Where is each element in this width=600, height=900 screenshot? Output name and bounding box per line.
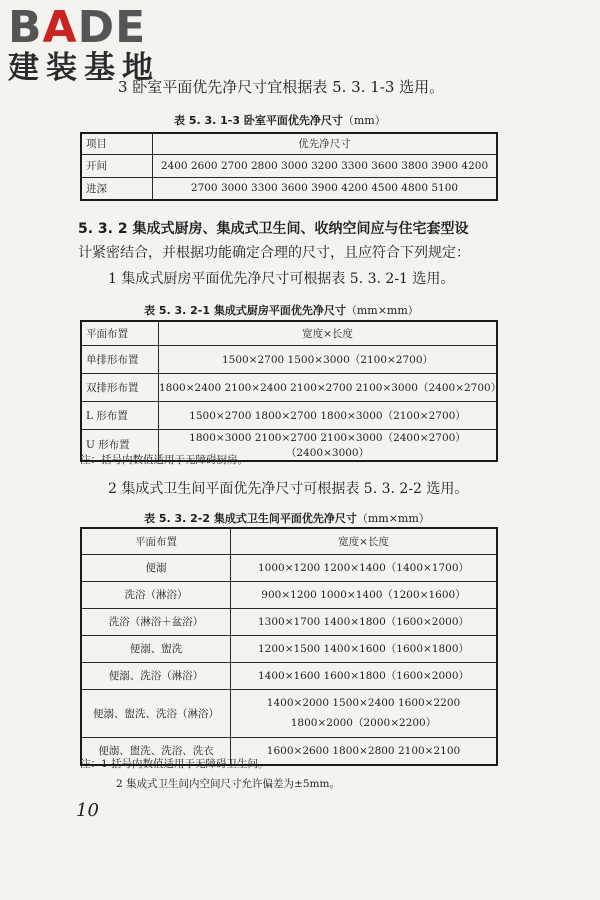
table-row	[81, 554, 497, 581]
table-bedroom-sizes	[80, 132, 498, 201]
logo-brand: BADE	[8, 2, 147, 53]
logo-chinese: 建装基地	[8, 50, 160, 86]
clause-5-3-2-line1: 5. 3. 2 集成式厨房、集成式卫生间、收纳空间应与住宅套型设	[78, 221, 469, 237]
table-row	[81, 662, 497, 689]
header-cell: 宽度×长度	[159, 321, 498, 345]
clause-5-3-2-line2: 计紧密结合，并根据功能确定合理的尺寸，且应符合下列规定：	[78, 245, 470, 261]
table-header-row	[81, 321, 497, 345]
row-label: 单排形布置	[81, 345, 159, 373]
row-value: 1800×3000 2100×2700 2100×3000（2400×2700）（2400×3000）	[159, 429, 498, 461]
table-row	[81, 581, 497, 608]
header-cell: 平面布置	[81, 321, 159, 345]
row-label: 洗浴（淋浴＋盆浴）	[81, 608, 231, 635]
row-label: 洗浴（淋浴）	[81, 581, 231, 608]
table-row	[81, 345, 497, 373]
row-value: 1600×2600 1800×2800 2100×2100	[231, 737, 498, 765]
table-header-row	[81, 528, 497, 554]
row-value: 1500×2700 1800×2700 1800×3000（2100×2700）	[159, 401, 498, 429]
table-header-row	[81, 133, 497, 154]
row-value	[231, 689, 498, 737]
header-cell: 宽度×长度	[231, 528, 498, 554]
row-value: 1000×1200 1200×1400（1400×1700）	[231, 554, 498, 581]
table-row	[81, 401, 497, 429]
header-cell: 项目	[81, 133, 153, 154]
row-value: 1300×1700 1400×1800（1600×2000）	[231, 608, 498, 635]
header-cell: 平面布置	[81, 528, 231, 554]
table-row	[81, 373, 497, 401]
row-label: 进深	[81, 177, 153, 200]
row-label: 便溺、洗浴（淋浴）	[81, 662, 231, 689]
row-label: 开间	[81, 154, 153, 177]
row-value: 1400×1600 1600×1800（1600×2000）	[231, 662, 498, 689]
clause-5-3-2-item2: 2 集成式卫生间平面优先净尺寸可根据表 5. 3. 2-2 选用。	[108, 481, 469, 497]
table-row	[81, 177, 497, 200]
row-label: 双排形布置	[81, 373, 159, 401]
table-bathroom-sizes	[80, 527, 498, 766]
row-value-line: 1800×2000（2000×2200）	[290, 716, 437, 729]
table-row	[81, 154, 497, 177]
row-value: 900×1200 1000×1400（1200×1600）	[231, 581, 498, 608]
row-label: L 形布置	[81, 401, 159, 429]
bath-table-note-1: 注：1 括号内数值适用于无障碍卫生间。	[80, 758, 269, 770]
row-value: 1800×2400 2100×2400 2100×2700 2100×3000（2400×2700）	[159, 373, 498, 401]
table-row	[81, 608, 497, 635]
site-logo	[8, 2, 160, 86]
table-kitchen-sizes	[80, 320, 502, 462]
row-label: 便溺、盥洗、洗浴、洗衣	[81, 737, 231, 765]
clause-5-3-2-item1: 1 集成式厨房平面优先净尺寸可根据表 5. 3. 2-1 选用。	[108, 271, 455, 287]
row-label: 便溺	[81, 554, 231, 581]
row-value: 2400 2600 2700 2800 3000 3200 3300 3600 3800 3900 4200	[153, 154, 498, 177]
clause-5-3-1-item3: 3 卧室平面优先净尺寸宜根据表 5. 3. 1-3 选用。	[118, 78, 445, 96]
row-value-line: 1400×2000 1500×2400 1600×2200	[266, 696, 461, 709]
table-row	[81, 635, 497, 662]
row-value: 1500×2700 1500×3000（2100×2700）	[159, 345, 498, 373]
row-value: 1200×1500 1400×1600（1600×1800）	[231, 635, 498, 662]
kitchen-table-note: 注：括号内数值适用于无障碍厨房。	[80, 454, 248, 466]
table-5-3-2-2-caption: 表 5. 3. 2-2 集成式卫生间平面优先净尺寸（mm×mm）	[144, 512, 430, 525]
bath-table-note-2: 2 集成式卫生间内空间尺寸允许偏差为±5mm。	[116, 778, 340, 790]
table-row	[81, 689, 497, 737]
row-label: 便溺、盥洗	[81, 635, 231, 662]
row-value: 2700 3000 3300 3600 3900 4200 4500 4800 5100	[153, 177, 498, 200]
table-5-3-1-3-caption: 表 5. 3. 1-3 卧室平面优先净尺寸（mm）	[174, 114, 386, 127]
table-5-3-2-1-caption: 表 5. 3. 2-1 集成式厨房平面优先净尺寸（mm×mm）	[144, 304, 419, 317]
row-label: U 形布置	[81, 429, 159, 461]
row-label: 便溺、盥洗、洗浴（淋浴）	[81, 689, 231, 737]
header-cell: 优先净尺寸	[153, 133, 498, 154]
page-number: 10	[76, 800, 99, 821]
